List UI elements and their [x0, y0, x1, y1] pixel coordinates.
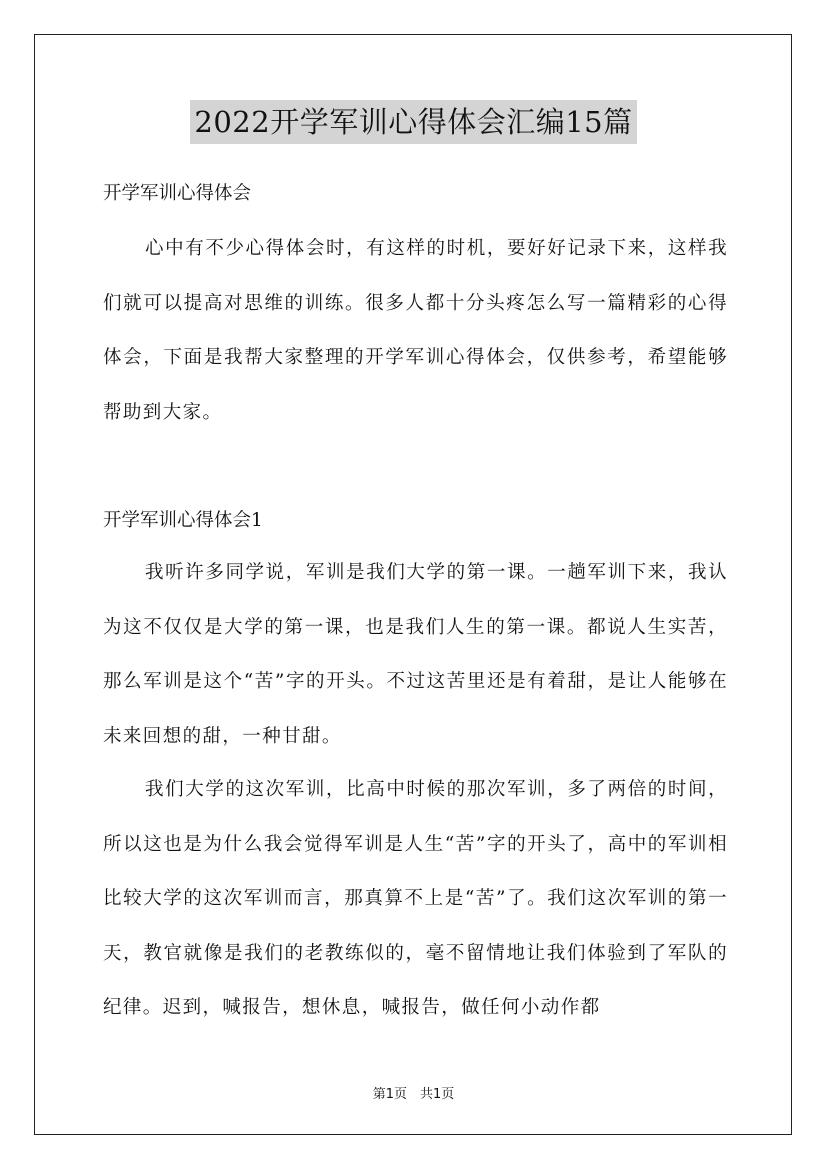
- intro-heading: 开学军训心得体会: [103, 183, 252, 204]
- page-footer: 第1页 共1页: [372, 1087, 455, 1102]
- intro-paragraph: 心中有不少心得体会时，有这样的时机，要好好记录下来，这样我们就可以提高对思维的训练。很多人都十分头疼怎么写一篇精彩的心得体会，下面是我帮大家整理的开学军训心得体会，仅供参考，希望能够帮助到大家。: [103, 238, 728, 423]
- document-title-text: 2022开学军训心得体会汇编15篇: [190, 100, 636, 144]
- section1-paragraph-1: 我听许多同学说，军训是我们大学的第一课。一趟军训下来，我认为这不仅仅是大学的第一课，也是我们人生的第一课。都说人生实苦，那么军训是这个“苦”字的开头。不过这苦里还是有着甜，是让人能够在未来回想的甜，一种甘甜。: [103, 562, 728, 747]
- section1-heading: 开学军训心得体会1: [103, 510, 263, 531]
- document-title: [0, 100, 827, 144]
- section1-paragraph-2: 我们大学的这次军训，比高中时候的那次军训，多了两倍的时间，所以这也是为什么我会觉得军训是人生“苦”字的开头了，高中的军训相比较大学的这次军训而言，那真算不上是“苦”了。我们这次军训的第一天，教官就像是我们的老教练似的，毫不留情地让我们体验到了军队的纪律。迟到，喊报告，想休息，喊报告，做任何小动作都: [103, 779, 728, 1018]
